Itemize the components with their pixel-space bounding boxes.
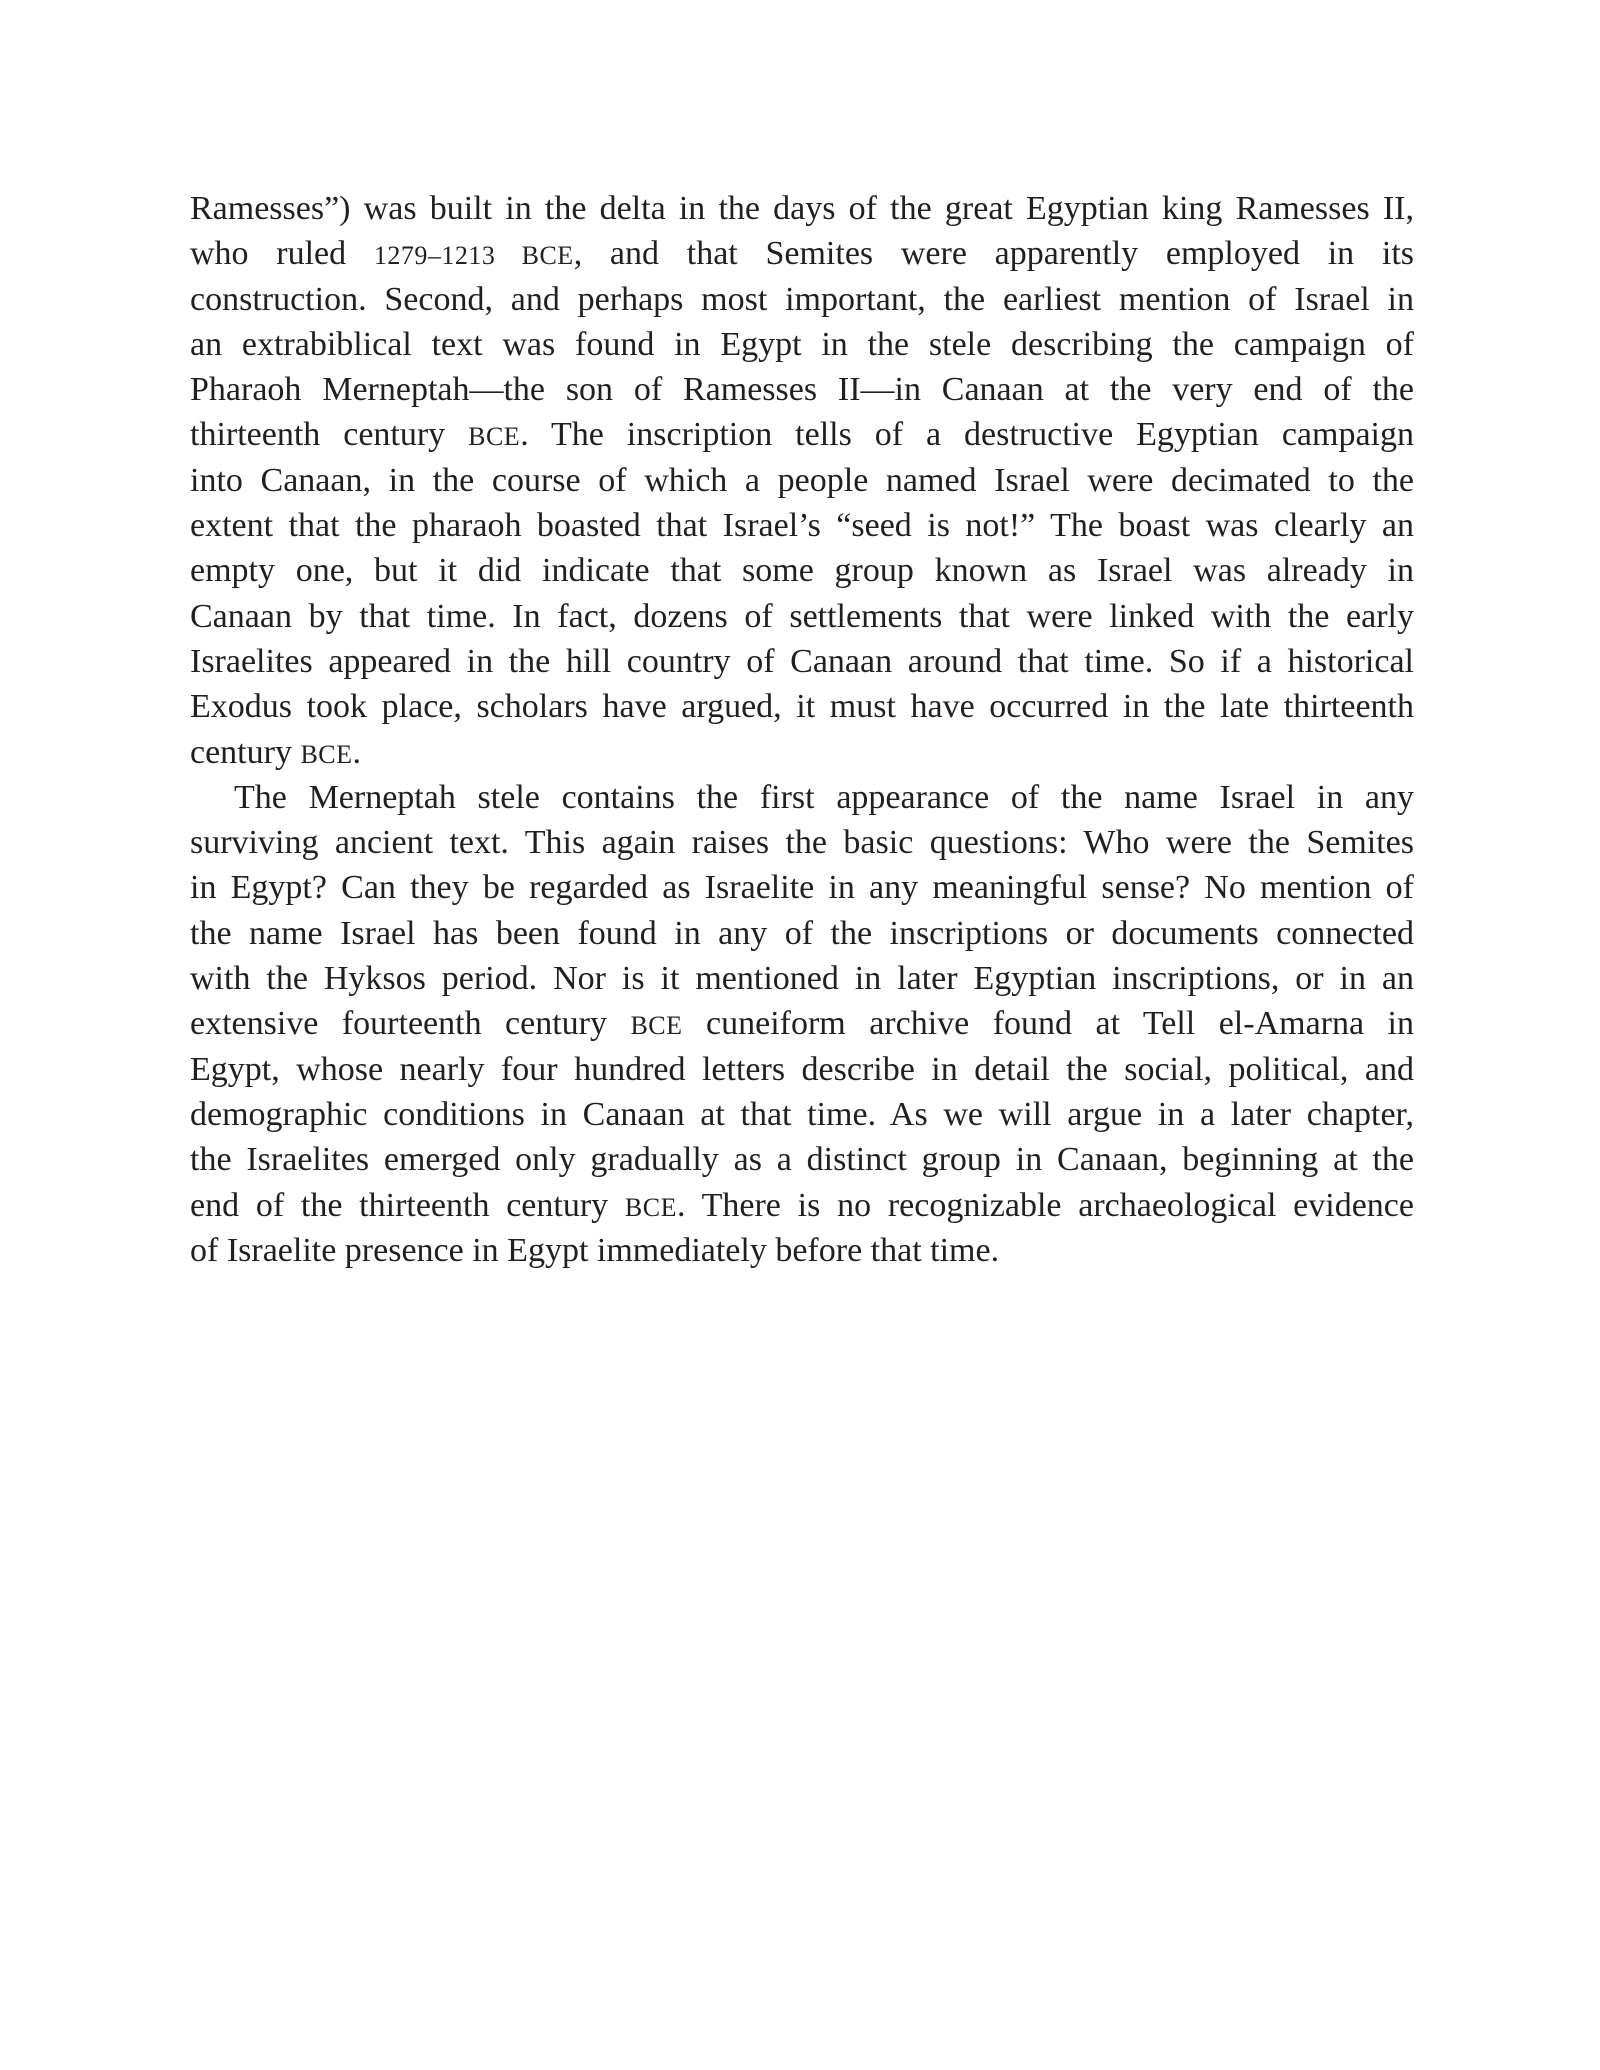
text-line <box>190 956 1414 1001</box>
text-line <box>190 1183 1414 1228</box>
text-line <box>190 186 1414 231</box>
text-line <box>190 684 1414 729</box>
paragraph <box>190 775 1414 1273</box>
text-line <box>190 548 1414 593</box>
text-run: extent that the pharaoh boasted that Israel’s “seed is not!” The boast was clearly an <box>190 507 1414 545</box>
body-text <box>190 186 1414 1273</box>
text-line <box>190 1137 1414 1182</box>
text-run: with the Hyksos period. Nor is it mentioned in later Egyptian inscriptions, or in an <box>190 960 1414 998</box>
text-line <box>190 503 1414 548</box>
small-caps-text: BCE <box>624 1192 677 1222</box>
text-line <box>190 911 1414 956</box>
text-run: , and that Semites were apparently employed in its <box>573 235 1414 273</box>
small-caps-text: BCE <box>300 739 353 769</box>
text-run: . <box>352 733 362 771</box>
text-line <box>190 277 1414 322</box>
text-run: Egypt, whose nearly four hundred letters describe in detail the social, political, and <box>190 1050 1414 1088</box>
text-line <box>190 639 1414 684</box>
text-line <box>190 1228 1414 1273</box>
text-run: Israelites appeared in the hill country of Canaan around that time. So if a historical <box>190 642 1414 680</box>
text-line <box>190 458 1414 503</box>
small-caps-text: BCE <box>468 422 521 452</box>
small-caps-text: 1279–1213 BCE <box>373 241 574 271</box>
text-run: end of the thirteenth century <box>190 1186 625 1224</box>
text-line <box>190 730 1414 775</box>
text-run: century <box>190 733 301 771</box>
text-run: who ruled <box>190 235 374 273</box>
text-run: extensive fourteenth century <box>190 1005 631 1043</box>
text-run: Ramesses”) was built in the delta in the days of the great Egyptian king Ramesses II, <box>190 190 1414 227</box>
text-line <box>190 1001 1414 1046</box>
small-caps-text: BCE <box>630 1011 683 1041</box>
text-line <box>190 1092 1414 1137</box>
text-run: an extrabiblical text was found in Egypt in the stele describing the campaign of <box>190 325 1414 363</box>
text-run: the name Israel has been found in any of the inscriptions or documents connected <box>190 914 1414 952</box>
text-run: surviving ancient text. This again raises the basic questions: Who were the Semites <box>190 824 1414 862</box>
text-run: Exodus took place, scholars have argued, it must have occurred in the late thirteenth <box>190 688 1414 726</box>
text-line <box>190 865 1414 910</box>
text-run: . The inscription tells of a destructive Egyptian campaign <box>520 416 1414 454</box>
text-line <box>190 412 1414 457</box>
text-line <box>190 594 1414 639</box>
text-run: into Canaan, in the course of which a people named Israel were decimated to the <box>190 461 1414 499</box>
text-line <box>190 322 1414 367</box>
text-run: the Israelites emerged only gradually as a distinct group in Canaan, beginning at the <box>190 1141 1414 1179</box>
text-run: empty one, but it did indicate that some group known as Israel was already in <box>190 552 1414 590</box>
text-line <box>190 820 1414 865</box>
text-run: in Egypt? Can they be regarded as Israelite in any meaningful sense? No mention of <box>190 869 1414 907</box>
text-line <box>190 231 1414 276</box>
text-run: thirteenth century <box>190 416 469 454</box>
text-line <box>190 775 1414 820</box>
text-run: demographic conditions in Canaan at that time. As we will argue in a later chapter, <box>190 1095 1414 1133</box>
text-line <box>190 1047 1414 1092</box>
text-run: Pharaoh Merneptah—the son of Ramesses II—in Canaan at the very end of the <box>190 371 1414 409</box>
text-run: Canaan by that time. In fact, dozens of settlements that were linked with the early <box>190 597 1414 635</box>
text-run: construction. Second, and perhaps most important, the earliest mention of Israel in <box>190 280 1414 318</box>
paragraph <box>190 186 1414 775</box>
text-run: The Merneptah stele contains the first appearance of the name Israel in any <box>234 778 1414 816</box>
text-line <box>190 367 1414 412</box>
text-run: . There is no recognizable archaeological evidence <box>677 1186 1414 1224</box>
text-run: of Israelite presence in Egypt immediately before that time. <box>190 1231 1000 1269</box>
text-run: cuneiform archive found at Tell el-Amarna in <box>682 1005 1414 1043</box>
